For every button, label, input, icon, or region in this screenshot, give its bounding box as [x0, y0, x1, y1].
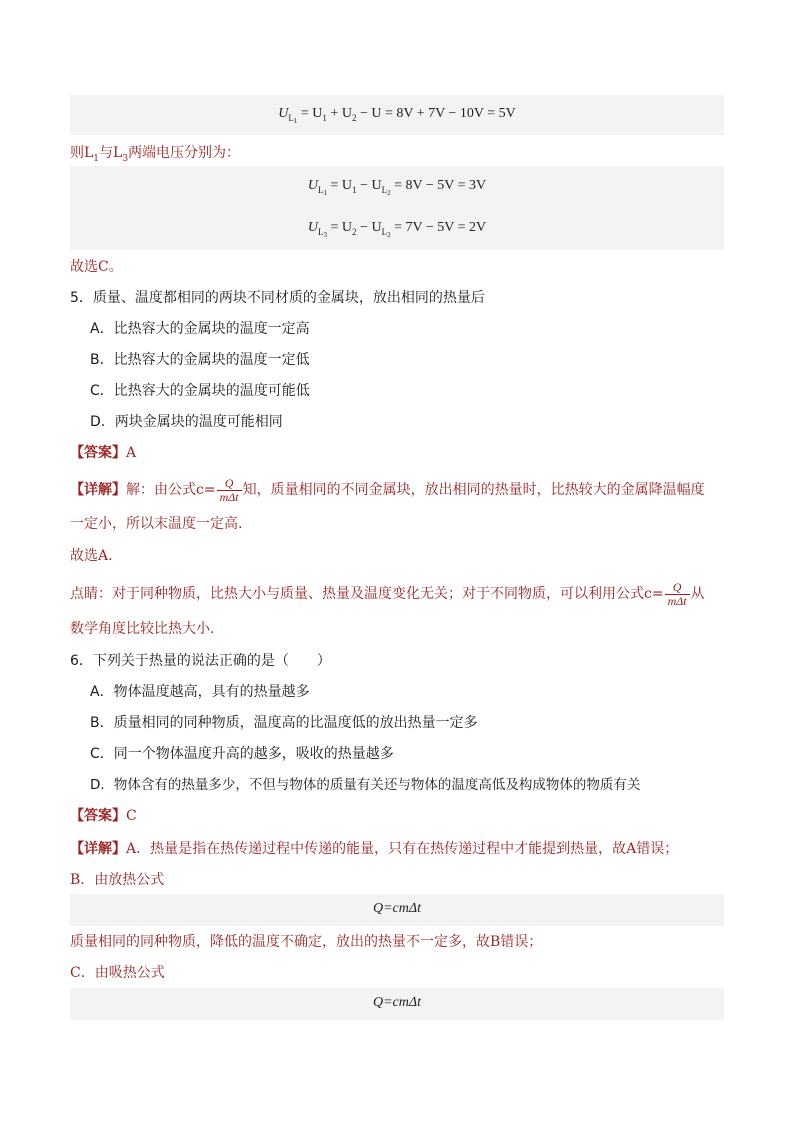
q5-choose: 故选A. — [70, 548, 113, 564]
q5-stem: 5．质量、温度都相同的两块不同材质的金属块，放出相同的热量后 — [70, 290, 485, 306]
q5-option-c: C．比热容大的金属块的温度可能低 — [90, 383, 310, 399]
q5-note-line-1: 点睛：对于同种物质，比热大小与质量、热量及温度变化无关；对于不同物质，可以利用公式c= $\frac{Q}{\text{mΔt}}$ 从 — [70, 579, 705, 608]
formula-ul3-result: $U_{L_3} = U_2 - U_{L_2} = 7V - 5V = 2V$ — [307, 220, 487, 239]
formula-ul1: $U_{L_1} = U_1 + U_2 - U = 8V + 7V - 10V = 5V$ — [278, 106, 516, 125]
q6-option-a: A．物体温度越高，具有的热量越多 — [90, 684, 310, 700]
formula-heat-release: Q=cmΔt — [373, 901, 421, 916]
q6-detail-b: B．由放热公式 — [70, 872, 165, 888]
formula-box-1 — [70, 95, 724, 135]
q6-option-d: D．物体含有的热量多少，不但与物体的质量有关还与物体的温度高低及构成物体的物质有关 — [90, 777, 641, 793]
formula-ul1-result: $U_{L_1} = U_1 - U_{L_2} = 8V - 5V = 3V$ — [307, 178, 487, 197]
q5-detail-line-1: 【详解】解：由公式c= $\frac{Q}{\text{mΔt}}$ 知，质量相同的不同金属块，放出相同的热量时，比热较大的金属降温幅度 — [70, 475, 705, 504]
q6-option-c: C．同一个物体温度升高的越多，吸收的热量越多 — [90, 746, 394, 762]
formula-box-2 — [70, 166, 724, 250]
formula-heat-absorb: Q=cmΔt — [373, 995, 421, 1010]
q6-detail-a: 【详解】A．热量是指在热传递过程中传递的能量，只有在热传递过程中才能提到热量，故A错误； — [70, 841, 679, 857]
q5-note-fraction: $\frac{Q}{\text{mΔt}}$ — [665, 581, 690, 608]
q5-option-d: D．两块金属块的温度可能相同 — [90, 414, 283, 430]
q5-note-line-2: 数学角度比较比热大小. — [70, 621, 215, 637]
q6-detail-b2: 质量相同的同种物质，降低的温度不确定，放出的热量不一定多，故B错误； — [70, 934, 543, 950]
q5-detail-line-2: 一定小，所以末温度一定高. — [70, 516, 243, 532]
q5-option-a: A．比热容大的金属块的温度一定高 — [90, 321, 310, 337]
q6-stem: 6．下列关于热量的说法正确的是（ ） — [70, 653, 331, 669]
q6-detail-c: C．由吸热公式 — [70, 965, 165, 981]
formula-box-3 — [70, 894, 724, 926]
choose-c-line: 故选C。 — [70, 259, 123, 275]
voltage-intro-line: 则$L_1$与$L_3$两端电压分别为： — [70, 145, 241, 164]
q6-option-b: B．质量相同的同种物质，温度高的比温度低的放出热量一定多 — [90, 715, 478, 731]
q5-answer: 【答案】A — [70, 445, 137, 461]
formula-box-4 — [70, 988, 724, 1020]
q5-fraction: $\frac{Q}{\text{mΔt}}$ — [217, 477, 242, 504]
q6-answer: 【答案】C — [70, 808, 137, 824]
q5-option-b: B．比热容大的金属块的温度一定低 — [90, 352, 310, 368]
